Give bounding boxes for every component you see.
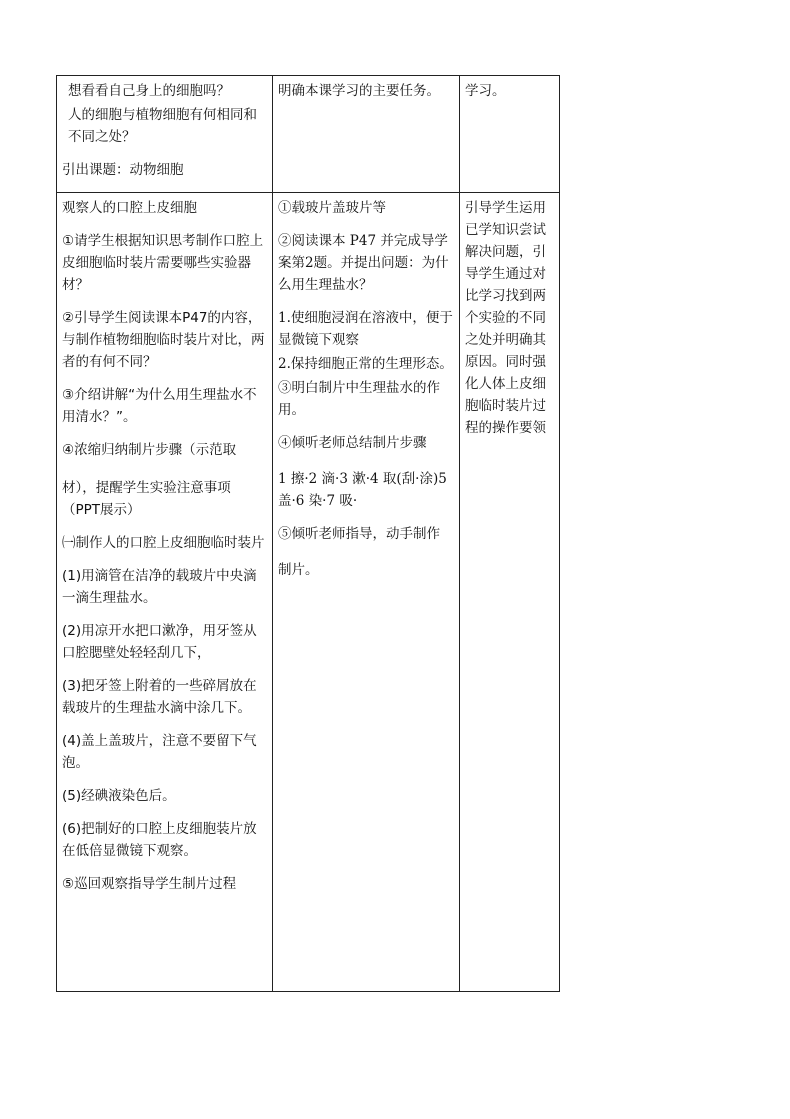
text-line: ①请学生根据知识思考制作口腔上皮细胞临时装片需要哪些实验器材？ — [62, 233, 264, 293]
text-line: (1)用滴管在洁净的载玻片中央滴一滴生理盐水。 — [62, 568, 257, 606]
table-row — [57, 193, 560, 992]
student-activity-cell — [273, 193, 460, 992]
text-line: (6)把制好的口腔上皮细胞装片放在低倍显微镜下观察。 — [62, 821, 257, 859]
text-line: 1 擦·2 滴·3 漱·4 取(刮·涂)5 盖·6 染·7 吸· — [278, 471, 447, 509]
text-line: (2)用凉开水把口漱净，用牙签从口腔腮壁处轻轻刮几下， — [62, 623, 257, 661]
text-line: ㈠制作人的口腔上皮细胞临时装片 — [62, 535, 265, 551]
lesson-plan-table — [56, 75, 560, 992]
text-line: 人的细胞与植物细胞有何相同和不同之处？ — [68, 107, 257, 145]
text-line: 引出课题：动物细胞 — [62, 162, 184, 178]
teacher-activity-cell — [57, 193, 273, 992]
table-row — [57, 76, 560, 193]
text-line: ③明白制片中生理盐水的作用。 — [278, 380, 440, 418]
text-line: ④倾听老师总结制片步骤 — [278, 435, 427, 451]
text-line: ③介绍讲解“为什么用生理盐水不用清水？”。 — [62, 387, 257, 425]
design-intent-cell — [460, 76, 560, 193]
text-line: 观察人的口腔上皮细胞 — [62, 200, 197, 216]
design-intent-cell — [460, 193, 560, 992]
text-line: ④浓缩归纳制片步骤（示范取 — [62, 442, 237, 458]
teacher-activity-cell — [57, 76, 273, 193]
text-line: 2.保持细胞正常的生理形态。 — [278, 356, 453, 372]
text-line: 制片。 — [278, 562, 319, 578]
text-line: ⑤巡回观察指导学生制片过程 — [62, 876, 237, 892]
text-line: 引导学生运用已学知识尝试解决问题，引导学生通过对比学习找到两个实验的不同之处并明确其原因。同时强化人体上皮细胞临时装片过程的操作要领 — [465, 200, 546, 436]
text-line: ②引导学生阅读课本P47的内容，与制作植物细胞临时装片对比，两者的有何不同？ — [62, 310, 265, 370]
text-line: ⑤倾听老师指导，动手制作 — [278, 526, 440, 542]
text-line: (5)经碘液染色后。 — [62, 788, 176, 804]
student-activity-cell — [273, 76, 460, 193]
text-line: ②阅读课本 P47 并完成导学案第2题。并提出问题：为什么用生理盐水？ — [278, 233, 449, 293]
text-line: 材），提醒学生实验注意事项（PPT展示） — [62, 480, 231, 518]
text-line: 想看看自己身上的细胞吗？ — [68, 83, 230, 99]
text-line: (3)把牙签上附着的一些碎屑放在载玻片的生理盐水滴中涂几下。 — [62, 678, 257, 716]
text-line: ①载玻片盖玻片等 — [278, 200, 386, 216]
text-line: 1.使细胞浸润在溶液中，便于显微镜下观察 — [278, 310, 453, 348]
text-line: (4)盖上盖玻片，注意不要留下气泡。 — [62, 733, 257, 771]
text-line: 学习。 — [465, 83, 506, 99]
text-line: 明确本课学习的主要任务。 — [278, 83, 440, 99]
